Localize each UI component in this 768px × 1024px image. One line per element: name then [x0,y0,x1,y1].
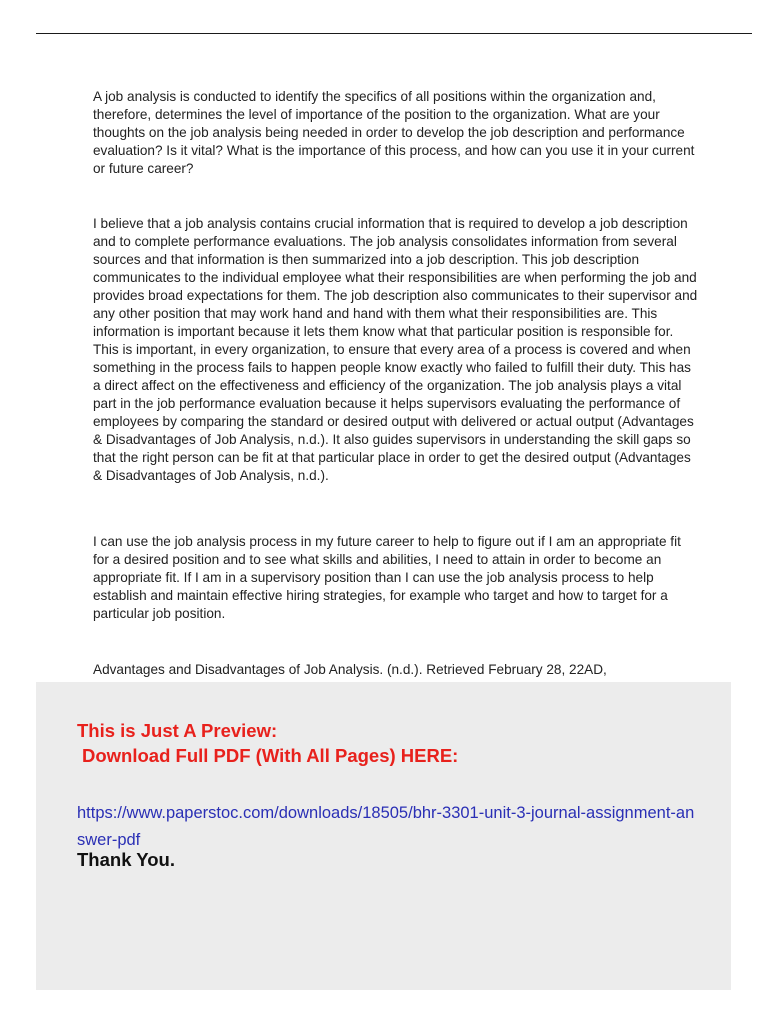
answer-paragraph-2: I can use the job analysis process in my future career to help to figure out if I am an appropriate fit for a desired position and to see what skills and abilities, I need to attain in order to become an appropriate fit. If I am in a supervisory position than I can use the job analysis process to help establish and maintain effective hiring strategies, for example who target and how to target for a particular job position. [93,534,681,621]
header-rule [36,33,752,34]
download-link[interactable]: https://www.paperstoc.com/downloads/18505/bhr-3301-unit-3-journal-assignment-answer-pdf [77,804,695,849]
preview-download-text: Download Full PDF (With All Pages) HERE: [82,745,459,766]
thank-you-text: Thank You. [77,849,175,870]
preview-overlay [36,682,731,990]
preview-title: This is Just A Preview: [77,720,278,741]
question-paragraph: A job analysis is conducted to identify the specifics of all positions within the organization and, therefore, determines the level of importance of the position to the organization. What are your thoughts on the job analysis being needed in order to develop the job description and performance evaluation? Is it vital? What is the importance of this process, and how can you use it in your current or future career? [93,89,695,176]
reference-line: Advantages and Disadvantages of Job Analysis. (n.d.). Retrieved February 28, 22AD, [93,662,607,677]
answer-paragraph-1: I believe that a job analysis contains crucial information that is required to develop a job description and to complete performance evaluations. The job analysis consolidates information from several sources and that information is then summarized into a job description. This job description communicates to the individual employee what their responsibilities are when performing the job and provides broad expectations for them. The job description also communicates to their supervisor and any other position that may work hand and hand with them what their responsibilities are. This information is important because it lets them know what that particular position is responsible for. This is important, in every organization, to ensure that every area of a process is covered and when something in the process fails to happen people know exactly who failed to fulfill their duty. This has a direct affect on the effectiveness and efficiency of the organization. The job analysis plays a vital part in the job performance evaluation because it helps supervisors evaluating the performance of employees by comparing the standard or desired output with delivered or actual output (Advantages & Disadvantages of Job Analysis, n.d.). It also guides supervisors in understanding the skill gaps so that the right person can be fit at that particular place in order to get the desired output (Advantages & Disadvantages of Job Analysis, n.d.). [93,216,698,483]
